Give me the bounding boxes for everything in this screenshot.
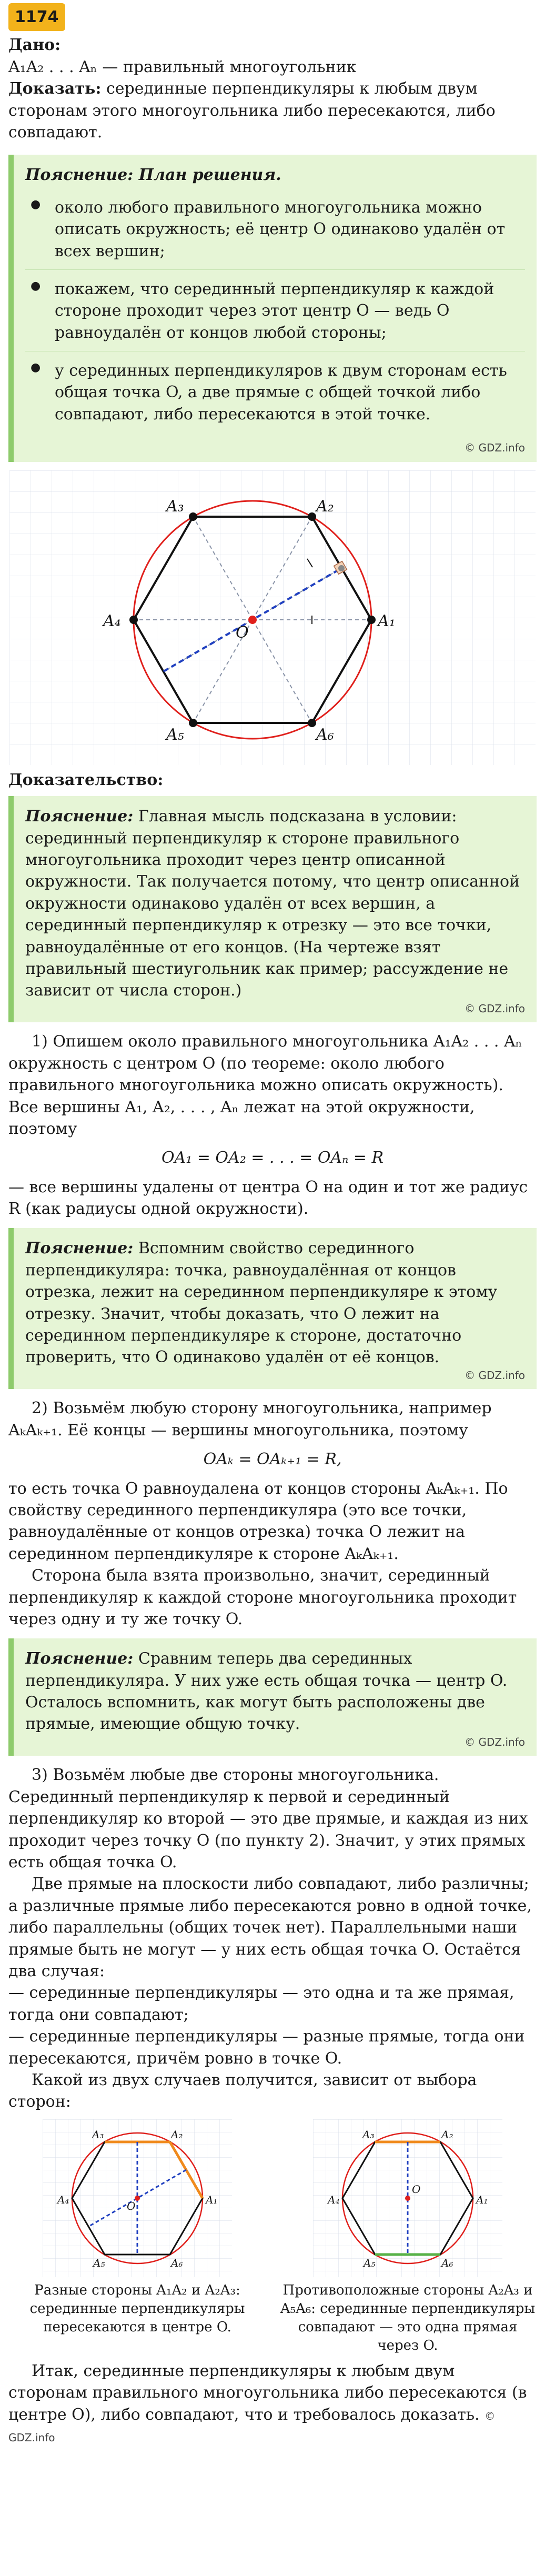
step-2-text: 2) Возьмём любую сторону многоугольника, например AₖAₖ₊₁. Её концы — вершины многоугольника, поэтому	[8, 1399, 492, 1440]
right-label-a6: A₆	[441, 2256, 453, 2269]
plan-note-title: Пояснение: План решения.	[25, 166, 281, 185]
conclusion-text	[8, 2360, 537, 2448]
midpoint-dot	[338, 565, 345, 571]
step-3-para2: Две прямые на плоскости либо совпадают, либо различны; а различные прямые либо пересекаются ровно в одной точке, либо параллельны (общих точек нет). Параллельными наши прямые быть не могут — у них есть общая точка O. Остаётся два случая:	[8, 1875, 532, 1980]
right-figure-block	[279, 2119, 537, 2355]
note-3-credit: © GDZ.info	[25, 1735, 525, 1750]
step-2-formula: OAₖ = OAₖ₊₁ = R,	[203, 1450, 342, 1469]
left-label-a6: A₆	[171, 2256, 183, 2269]
label-a5: A₅	[166, 725, 184, 744]
main-figure	[9, 470, 536, 765]
note-3-text: Сравним теперь два серединных перпендикуляра. У них уже есть общая точка — центр O. Осталось вспомнить, как могут быть расположены две прямые, имеющие общую точку.	[25, 1649, 508, 1734]
left-label-a3: A₃	[92, 2128, 104, 2141]
plan-note	[8, 155, 537, 462]
right-label-a3: A₃	[362, 2128, 375, 2141]
right-label-a1: A₁	[476, 2193, 488, 2206]
label-a2: A₂	[316, 497, 334, 516]
step-1-formula: OA₁ = OA₂ = . . . = OAₙ = R	[161, 1149, 384, 1168]
plan-bullet-1: ● около любого правильного многоугольника можно описать окружность; её центр O одинаково удалён от всех вершин;	[25, 197, 525, 270]
comparison-figures	[8, 2119, 537, 2355]
step-2-para2: Сторона была взята произвольно, значит, серединный перпендикуляр к каждой стороне многоугольника проходит через одну и ту же точку O.	[8, 1566, 517, 1628]
note-1	[8, 796, 537, 1022]
note-1-credit: © GDZ.info	[25, 1002, 525, 1017]
plan-bullet-2: ● покажем, что серединный перпендикуляр к каждой стороне проходит через этот центр O — ведь O равноудалён от концов любой стороны;	[25, 278, 525, 351]
note-1-title: Пояснение:	[25, 807, 134, 826]
right-figure-caption: Противоположные стороны A₂A₃ и A₅A₆: серединные перпендикуляры совпадают — это одна прямая через O.	[280, 2282, 536, 2353]
prove-block	[8, 78, 537, 143]
prove-text: серединные перпендикуляры к любым двум сторонам этого многоугольника либо пересекаются, либо совпадают.	[8, 79, 496, 142]
left-figure-caption: Разные стороны A₁A₂ и A₂A₃: серединные перпендикуляры пересекаются в центре O.	[29, 2282, 245, 2335]
note-3	[8, 1638, 537, 1756]
center-point	[248, 616, 257, 624]
proof-label: Доказательство:	[8, 770, 164, 789]
step-3-case2: — серединные перпендикуляры — разные прямые, тогда они пересекаются, причём ровно в точке O.	[8, 2027, 525, 2068]
note-2-credit: © GDZ.info	[25, 1368, 525, 1383]
right-label-a2: A₂	[441, 2128, 453, 2141]
note-1-text: Главная мысль подсказана в условии: серединный перпендикуляр к стороне правильного многоугольника проходит через центр описанной окружности. Так получается потому, что центр описанной окружности одинаково удалён от всех вершин, а серединный перпендикуляр к отрезку — это все точки, равноудалённые от его концов. (На чертеже взят правильный шестиугольник как пример; рассуждение не зависит от числа сторон.)	[25, 807, 520, 1000]
note-2-text: Вспомним свойство серединного перпендикуляра: точка, равноудалённая от концов отрезка, лежит на серединном перпендикуляре к этому отрезку. Значит, чтобы доказать, что O лежит на серединном перпендикуляре к стороне, достаточно проверить, что O одинаково удалён от её концов.	[25, 1239, 498, 1367]
step-3-text: 3) Возьмём любые две стороны многоугольника. Серединный перпендикуляр к первой и серединный перпендикуляр ко второй — это две прямые, и каждая из них проходит через точку O (по пункту 2). Значит, у этих прямых есть общая точка O.	[8, 1766, 528, 1872]
label-a3: A₃	[166, 497, 184, 516]
plan-bullet-3: ● у серединных перпендикуляров к двум сторонам есть общая точка O, а две прямые с общей точкой либо совпадают, либо пересекаются в этой точке.	[25, 360, 525, 432]
right-label-o: O	[412, 2182, 421, 2196]
task-number-badge: 1174	[8, 3, 65, 31]
note-3-title: Пояснение:	[25, 1649, 134, 1668]
left-label-a2: A₂	[171, 2128, 183, 2141]
step-3-para3: Какой из двух случаев получится, зависит от выбора сторон:	[8, 2070, 477, 2111]
right-label-a5: A₅	[364, 2256, 376, 2269]
step-1-after: — все вершины удалены от центра O на один и тот же радиус R (как радиусы одной окружности).	[8, 1178, 528, 1219]
step-1-text: 1) Опишем около правильного многоугольника A₁A₂ . . . Aₙ окружность с центром O (по теореме: около любого правильного многоугольника можно описать окружность). Все вершины A₁, A₂, . . . , Aₙ лежат на этой окружности, поэтому	[8, 1032, 522, 1138]
step-2-after: то есть точка O равноудалена от концов стороны AₖAₖ₊₁. По свойству серединного перпендикуляра (это все точки, равноудалённые от концов отрезка) точка O лежит на серединном перпендикуляре к стороне AₖAₖ₊₁.	[8, 1479, 508, 1563]
plan-note-credit: © GDZ.info	[25, 441, 525, 456]
label-o: O	[236, 623, 249, 642]
left-figure	[43, 2119, 232, 2277]
plan-note-list	[25, 197, 525, 433]
conclusion-body: Итак, серединные перпендикуляры к любым двум сторонам правильного многоугольника либо пересекаются (в центре O), либо совпадают, что и требовалось доказать.	[8, 2362, 527, 2424]
note-2	[8, 1228, 537, 1389]
figure-grid	[9, 470, 536, 765]
conclusion-credit: © GDZ.info	[8, 2410, 495, 2444]
right-label-a4: A₄	[328, 2193, 340, 2206]
right-center	[405, 2196, 410, 2201]
left-center	[135, 2196, 140, 2201]
prove-label: Доказать:	[8, 79, 102, 98]
left-label-a5: A₅	[93, 2256, 105, 2269]
left-label-a4: A₄	[57, 2193, 69, 2206]
given-label: Дано:	[8, 36, 61, 55]
left-label-o: O	[127, 2199, 136, 2212]
right-figure	[313, 2119, 502, 2277]
note-2-title: Пояснение:	[25, 1239, 134, 1258]
label-a6: A₆	[316, 725, 334, 744]
label-a1: A₁	[378, 611, 396, 630]
left-figure-block	[8, 2119, 266, 2355]
label-a4: A₄	[103, 611, 121, 630]
given-block	[8, 34, 537, 78]
step-3-case1: — серединные перпендикуляры — это одна и та же прямая, тогда они совпадают;	[8, 1984, 514, 2024]
left-label-a1: A₁	[206, 2193, 218, 2206]
given-text: A₁A₂ . . . Aₙ — правильный многоугольник	[8, 57, 357, 76]
